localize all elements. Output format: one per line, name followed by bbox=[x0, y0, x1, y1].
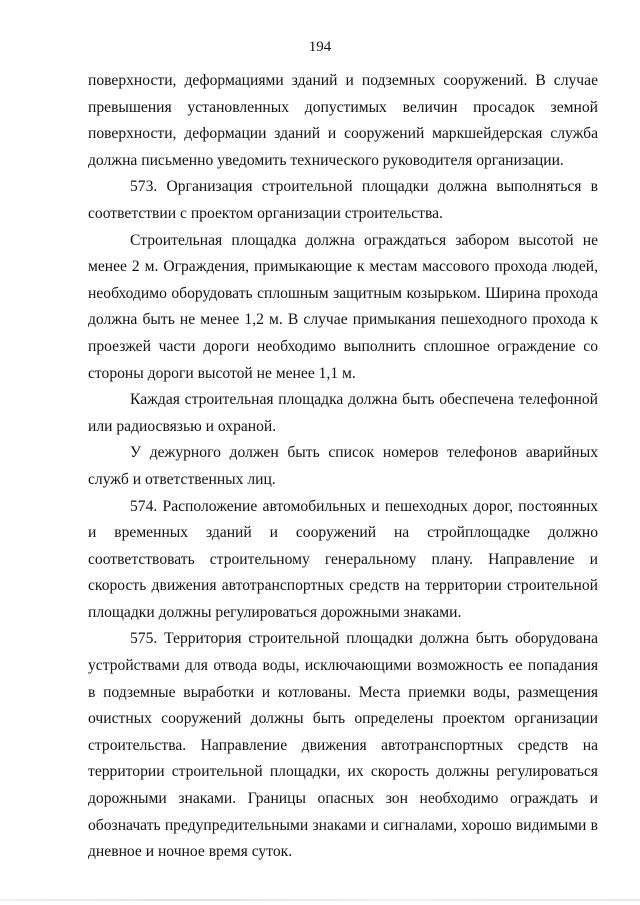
paragraph-communication: Каждая строительная площадка должна быть обеспечена телефонной или радиосвязью и охраной. bbox=[88, 391, 598, 435]
paragraph-575: 575. Территория строительной площадки должна быть оборудована устройствами для отвода воды, исключающими возможность ее попадания в подземные выработки и котлованы. Места приемки воды, размещения очистных сооружений должны быть определены проектом организации строительства. Направление движения автотранспортных средств на территории строительной площадки, их скорость должны регулироваться дорожными знаками. Границы опасных зон необходимо ограждать и обозначать предупредительными знаками и сигналами, хорошо видимыми в дневное и ночное время суток. bbox=[88, 630, 598, 861]
paragraph-573: 573. Организация строительной площадки должна выполняться в соответствии с проектом организации строительства. bbox=[88, 178, 598, 222]
scan-edge-divider bbox=[0, 899, 640, 901]
document-body bbox=[88, 68, 598, 866]
page-number: 194 bbox=[308, 39, 332, 55]
paragraph-fencing: Строительная площадка должна ограждаться забором высотой не менее 2 м. Ограждения, примыкающие к местам массового прохода людей, необходимо оборудовать сплошным защитным козырьком. Ширина прохода должна быть не менее 1,2 м. В случае примыкания пешеходного прохода к проезжей части дороги необходимо выполнить сплошное ограждение со стороны дороги высотой не менее 1,1 м. bbox=[88, 231, 598, 382]
paragraph-emergency-list: У дежурного должен быть список номеров телефонов аварийных служб и ответственных лиц. bbox=[88, 444, 598, 488]
paragraph-574: 574. Расположение автомобильных и пешеходных дорог, постоянных и временных зданий и сооружений на стройплощадке должно соответствовать строительному генеральному плану. Направление и скорость движения автотранспортных средств на территории строительной площадки должны регулироваться дорожными знаками. bbox=[88, 497, 598, 621]
paragraph-continuation: поверхности, деформациями зданий и подземных сооружений. В случае превышения установленных допустимых величин просадок земной поверхности, деформации зданий и сооружений маркшейдерская служба должна письменно уведомить технического руководителя организации. bbox=[88, 72, 598, 169]
